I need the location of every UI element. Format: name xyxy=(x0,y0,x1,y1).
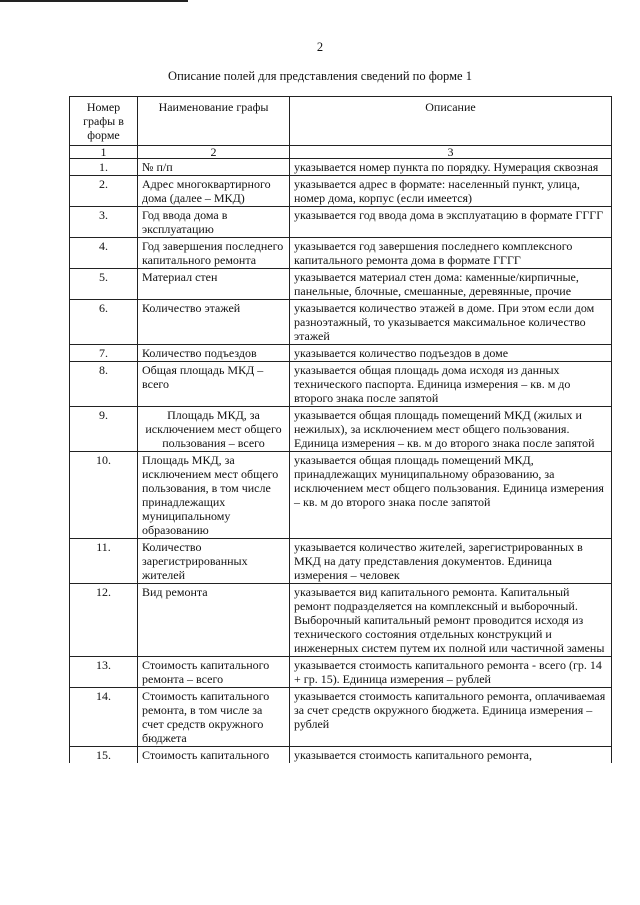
table-row xyxy=(70,747,612,764)
table-row xyxy=(70,207,612,238)
row-description: указывается общая площадь дома исходя из данных технического паспорта. Единица измерения – кв. м до второго знака после запятой xyxy=(290,362,612,407)
table-row xyxy=(70,657,612,688)
row-name: Год завершения последнего капитального ремонта xyxy=(138,238,290,269)
fields-table xyxy=(69,96,612,763)
row-number: 13. xyxy=(70,657,138,688)
row-name: Адрес многоквартирного дома (далее – МКД) xyxy=(138,176,290,207)
row-name: Год ввода дома в эксплуатацию xyxy=(138,207,290,238)
row-name: Количество этажей xyxy=(138,300,290,345)
row-name: № п/п xyxy=(138,159,290,176)
row-description: указывается количество этажей в доме. При этом если дом разноэтажный, то указывается максимальное количество этажей xyxy=(290,300,612,345)
row-description: указывается стоимость капитального ремонта, оплачиваемая за счет средств окружного бюджета. Единица измерения – рублей xyxy=(290,688,612,747)
table-row xyxy=(70,452,612,539)
header-column-number: Номер графы в форме xyxy=(70,97,138,146)
row-number: 8. xyxy=(70,362,138,407)
page-title: Описание полей для представления сведений по форме 1 xyxy=(168,69,472,83)
column-number-3: 3 xyxy=(290,146,612,159)
table-row xyxy=(70,345,612,362)
row-name: Материал стен xyxy=(138,269,290,300)
row-description: указывается год завершения последнего комплексного капитального ремонта дома в формате ГГГГ xyxy=(290,238,612,269)
row-description: указывается количество подъездов в доме xyxy=(290,345,612,362)
row-name: Общая площадь МКД – всего xyxy=(138,362,290,407)
header-column-description: Описание xyxy=(290,97,612,146)
table-row xyxy=(70,362,612,407)
row-number: 4. xyxy=(70,238,138,269)
row-description: указывается номер пункта по порядку. Нумерация сквозная xyxy=(290,159,612,176)
page-number: 2 xyxy=(316,40,324,54)
table-row xyxy=(70,539,612,584)
row-name: Стоимость капитального ремонта – всего xyxy=(138,657,290,688)
row-number: 7. xyxy=(70,345,138,362)
row-name: Площадь МКД, за исключением мест общего пользования – всего xyxy=(138,407,290,452)
row-number: 11. xyxy=(70,539,138,584)
row-number: 2. xyxy=(70,176,138,207)
row-number: 14. xyxy=(70,688,138,747)
header-column-name: Наименование графы xyxy=(138,97,290,146)
row-name: Стоимость капитального ремонта, в том числе за счет средств окружного бюджета xyxy=(138,688,290,747)
row-description: указывается стоимость капитального ремонта, xyxy=(290,747,612,764)
row-description: указывается вид капитального ремонта. Капитальный ремонт подразделяется на комплексный и выборочный. Выборочный капитальный ремонт проводится исходя из технического состояния отдельных конструкций и инженерных систем путем их полной или частичной замены xyxy=(290,584,612,657)
row-description: указывается стоимость капитального ремонта - всего (гр. 14 + гр. 15). Единица измерения – рублей xyxy=(290,657,612,688)
row-number: 12. xyxy=(70,584,138,657)
row-number: 6. xyxy=(70,300,138,345)
table-row xyxy=(70,584,612,657)
table-row xyxy=(70,269,612,300)
table-row xyxy=(70,300,612,345)
row-description: указывается общая площадь помещений МКД (жилых и нежилых), за исключением мест общего пользования. Единица измерения – кв. м до второго знака после запятой xyxy=(290,407,612,452)
row-number: 3. xyxy=(70,207,138,238)
table-row xyxy=(70,176,612,207)
table-row xyxy=(70,159,612,176)
row-name: Количество подъездов xyxy=(138,345,290,362)
column-number-1: 1 xyxy=(70,146,138,159)
row-description: указывается общая площадь помещений МКД, принадлежащих муниципальному образованию, за исключением мест общего пользования. Единица измерения – кв. м до второго знака после запятой xyxy=(290,452,612,539)
row-name: Количество зарегистрированных жителей xyxy=(138,539,290,584)
column-number-2: 2 xyxy=(138,146,290,159)
row-description: указывается год ввода дома в эксплуатацию в формате ГГГГ xyxy=(290,207,612,238)
row-description: указывается количество жителей, зарегистрированных в МКД на дату представления документов. Единица измерения – человек xyxy=(290,539,612,584)
table-row xyxy=(70,407,612,452)
row-description: указывается адрес в формате: населенный пункт, улица, номер дома, корпус (если имеется) xyxy=(290,176,612,207)
row-number: 1. xyxy=(70,159,138,176)
table-row xyxy=(70,688,612,747)
row-number: 9. xyxy=(70,407,138,452)
row-name: Площадь МКД, за исключением мест общего пользования, в том числе принадлежащих муниципальному образованию xyxy=(138,452,290,539)
table-row xyxy=(70,238,612,269)
row-name: Стоимость капитального xyxy=(138,747,290,764)
row-number: 5. xyxy=(70,269,138,300)
row-name: Вид ремонта xyxy=(138,584,290,657)
row-number: 10. xyxy=(70,452,138,539)
header-rule xyxy=(0,0,188,2)
row-number: 15. xyxy=(70,747,138,764)
row-description: указывается материал стен дома: каменные/кирпичные, панельные, блочные, смешанные, деревянные, прочие xyxy=(290,269,612,300)
